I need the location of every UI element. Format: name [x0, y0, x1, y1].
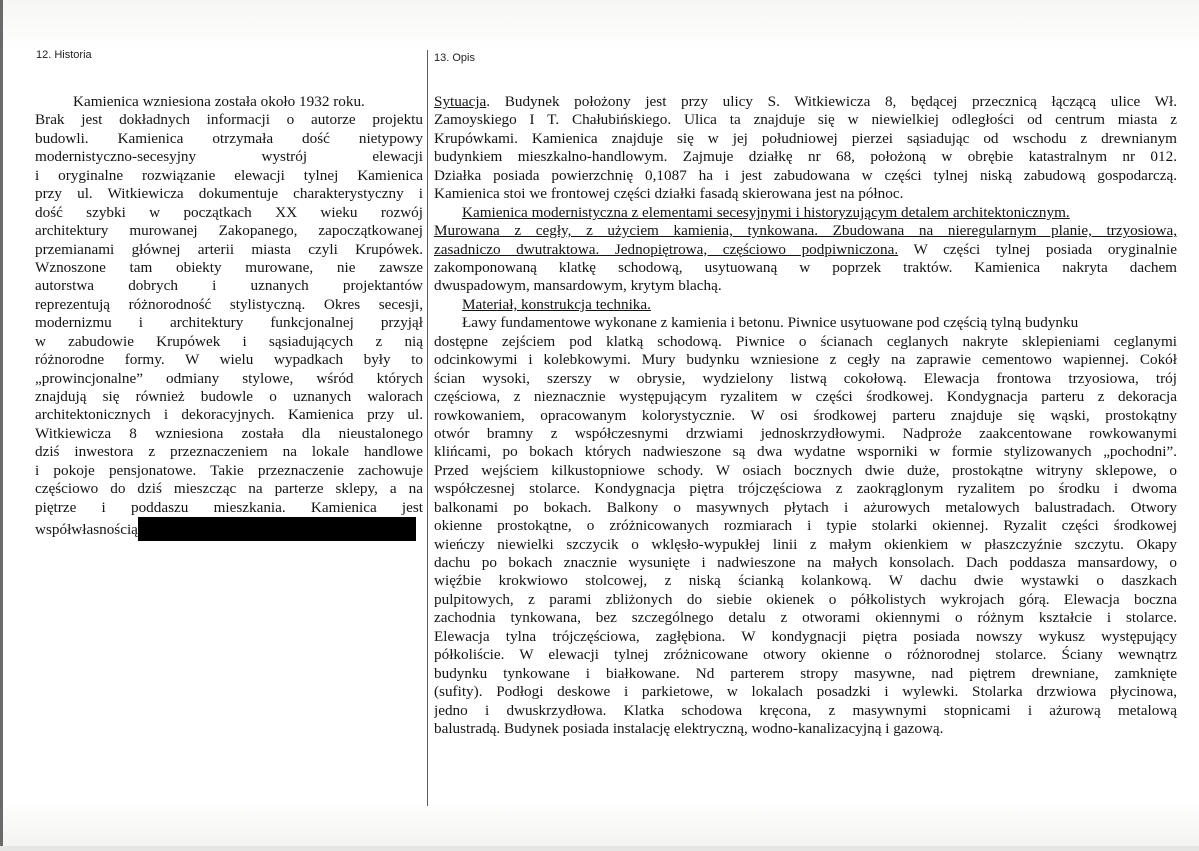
opis-line: [434, 93, 1177, 111]
historia-line: modernistyczno-secesyjny wystrój elewacji: [35, 148, 423, 166]
opis-line: (sufity). Podłogi deskowe i parkietowe, w lokalach posadzki i wylewki. Stolarka drzwiowa płycinowa,: [434, 683, 1177, 701]
historia-line: architektury murowanej Zakopanego, zapoczątkowanej: [35, 222, 423, 240]
historia-line: znajdują się również budowle o uznanych walorach: [35, 388, 423, 406]
opis-line: budynkiem mieszkalno-handlowym. Zajmuje działkę nr 68, położoną w obrębie katastralnym nr 012.: [434, 148, 1177, 166]
opis-line: odcinkowymi i kolebkowymi. Mury budynku wzniesione z cegły na zaprawie cementowo wapiennej. Cokół: [434, 351, 1177, 369]
material-heading: Materiał, konstrukcja technika.: [462, 295, 651, 313]
historia-line: modernizmu i architektury funkcjonalnej przyjął: [35, 314, 423, 332]
opis-line: klińcami, po bokach których nadwieszone są dwa wydatne wsporniki w formie stylizowanych „pochodni”.: [434, 443, 1177, 461]
opis-column: [434, 93, 1177, 738]
sytuacja-heading: Sytuacja: [434, 93, 487, 110]
opis-line: częściowa, z nieznacznie występującym ryzalitem w części środkowej. Kondygnacja parteru z dekoracja: [434, 388, 1177, 406]
opis-line: dwuspadowym, mansardowym, krytym blachą.: [434, 277, 722, 295]
opis-line: Ławy fundamentowe wykonane z kamienia i betonu. Piwnice usytuowane pod częścią tylną budynku: [462, 314, 1079, 332]
opis-line: zakomponowaną klatkę schodową, usytuowaną w poprzek traktów. Kamienica nakryta dachem: [434, 258, 1177, 276]
opis-text: . Budynek położony jest przy ulicy S. Witkiewicza 8, będącej przecznicą łączącą ulice Wł.: [486, 93, 1177, 110]
historia-line: częściowo do dziś mieszcząc na parterze sklepy, a na: [35, 480, 423, 498]
historia-line: „prowincjonalne” odmiany stylowe, wśród których: [35, 369, 423, 387]
opis-line: Zamoyskiego I T. Chałubińskiego. Ulica ta znajduje się w niewielkiej odległości od centrum miasta z: [434, 111, 1177, 129]
opis-line: balkonami po bokach. Balkony o masywnych płytach i ażurowych metalowych balustradach. Otwory: [434, 498, 1177, 516]
historia-line: Wznoszone tam obiekty murowane, nie zawsze: [35, 258, 423, 276]
styl-line: [434, 241, 1177, 259]
historia-line: przy ul. Witkiewicza dokumentuje charakterystyczny i: [35, 185, 423, 203]
section-12-heading: 12. Historia: [36, 49, 92, 61]
opis-line: okienne prostokątne, o zróżnicowanych rozmiarach i typie stolarki okiennej. Ryzalit części środkowej: [434, 517, 1177, 535]
opis-line: Elewacja tylna trójczęściowa, zagłębiona. W kondygnacji piętra posiada nowszy wykusz występujący: [434, 627, 1177, 645]
styl-line: Murowana z cegły, z użyciem kamienia, tynkowana. Zbudowana na nieregularnym planie, trzyosiowa,: [434, 222, 1177, 240]
opis-line: zachodnia tynkowana, bez szczególnego detalu z otworami okiennymi o różnym kształcie i stolarce.: [434, 609, 1177, 627]
styl-line: Kamienica modernistyczna z elementami secesyjnymi i historyzującym detalem architektonicznym.: [462, 203, 1070, 221]
opis-line: pulpitowych, z parami zbliżonych do siebie okienek o półkolistych wykrojach górą. Elewacja boczna: [434, 590, 1177, 608]
opis-line: budynku tynkowane i białkowane. Nd parterem stropy masywne, nad piętrem drewniane, zamknięte: [434, 664, 1177, 682]
opis-last-line: balustradą. Budynek posiada instalację elektryczną, wodno-kanalizacyjną i gazową.: [434, 719, 944, 737]
opis-line: rowkowaniem, opracowanym kolorystycznie. W osi środkowej parteru znajduje się wąski, prostokątny: [434, 406, 1177, 424]
scan-bottom-edge: [0, 846, 1199, 851]
opis-line: otwór bramny z współczesnymi drzwiami jednoskrzydłowymi. Nadproże zaakcentowane rowkowanymi: [434, 424, 1177, 442]
historia-line: w zabudowie Krupówek i sąsiadujących z nią: [35, 332, 423, 350]
scan-left-edge: [0, 0, 3, 851]
opis-line: współczesnej stolarce. Kondygnacja piętra trójczęściowa z zaokrąglonym ryzalitem po środku i dwoma: [434, 480, 1177, 498]
historia-line: przemianami głównej arterii miasta czyli Krupówek.: [35, 240, 423, 258]
historia-line: reprezentują różnorodność stylistyczną. Okres secesji,: [35, 295, 423, 313]
historia-line: Kamienica wzniesiona została około 1932 roku.: [73, 93, 365, 110]
historia-last-line: [35, 517, 423, 541]
opis-line: ścian wysoki, szerszy w obrysie, wydzielony listwą cokołową. Elewacja frontowa trzyosiowa, trój: [434, 369, 1177, 387]
opis-line: wieńczy niewielki szczycik o wklęsło-wypukłej linii z małym okienkiem w płaszczyźnie szczytu. Okapy: [434, 535, 1177, 553]
historia-line: i pokoje pensjonatowe. Takie przeznaczenie zachowuje: [35, 461, 423, 479]
historia-line: współwłasnością: [35, 521, 138, 539]
opis-line: więźbie krokwiowo stolcowej, z niską ścianką kolankową. W dachu dwie wystawki o daszkach: [434, 572, 1177, 590]
opis-line: półkoliście. W elewacji tylnej zróżnicowane otwory okienne o różnorodnej stolarce. Ściany wewnątrz: [434, 646, 1177, 664]
historia-column: [35, 93, 423, 541]
section-13-heading: 13. Opis: [434, 52, 475, 64]
historia-line: dość szybki w początkach XX wieku rozwój: [35, 203, 423, 221]
opis-text: W części tylnej posiada oryginalnie: [898, 240, 1177, 258]
opis-line: dostępne zejściem pod klatką schodową. Piwnice o ścianach ceglanych nakryte sklepieniami ceglanymi: [434, 332, 1177, 350]
historia-line: autorstwa dobrych i uznanych projektantów: [35, 277, 423, 295]
historia-line: Brak jest dokładnych informacji o autorze projektu: [35, 111, 423, 129]
opis-line: dachu po bokach znacznie wysunięte i nadwieszone na małych konsolach. Dach poddasza mansardowy, o: [434, 554, 1177, 572]
opis-line: Działka posiada powierzchnię 0,1087 ha i jest zabudowana w części tylnej niską zabudową gospodarczą.: [434, 166, 1177, 184]
historia-line: Witkiewicza 8 wzniesiona została dla nieustalonego: [35, 424, 423, 442]
opis-line: Krupówkami. Kamienica znajduje się w jej południowej pierzei sąsiadując od wschodu z drewnianym: [434, 129, 1177, 147]
opis-line: Przed wejściem kilkustopniowe schody. W osiach bocznych dwie duże, prostokątne witryny sklepowe, o: [434, 461, 1177, 479]
opis-line: Kamienica stoi we frontowej części działki fasadą skierowana jest na północ.: [434, 185, 904, 203]
historia-line: i oryginalne rozwiązanie elewacji tylnej Kamienica: [35, 166, 423, 184]
historia-line: piętrze i poddaszu mieszkania. Kamienica jest: [35, 498, 423, 516]
styl-underlined-text: zasadniczo dwutraktowa. Jednopiętrowa, częściowo podpiwniczona.: [434, 240, 899, 258]
historia-line: architektonicznych i dekoracyjnych. Kamienica przy ul.: [35, 406, 423, 424]
column-divider: [427, 50, 428, 806]
redaction-block: [138, 517, 416, 541]
historia-line: dziś inwestora z przeznaczeniem na lokale handlowe: [35, 443, 423, 461]
historia-line: różnorodne formy. W wielu wypadkach były to: [35, 351, 423, 369]
historia-line: budowli. Kamienica otrzymała dość nietypowy: [35, 129, 423, 147]
opis-line: jedno i dwuskrzydłowa. Klatka schodowa kręcona, z masywnymi stopnicami i ażurową metalową: [434, 701, 1177, 719]
